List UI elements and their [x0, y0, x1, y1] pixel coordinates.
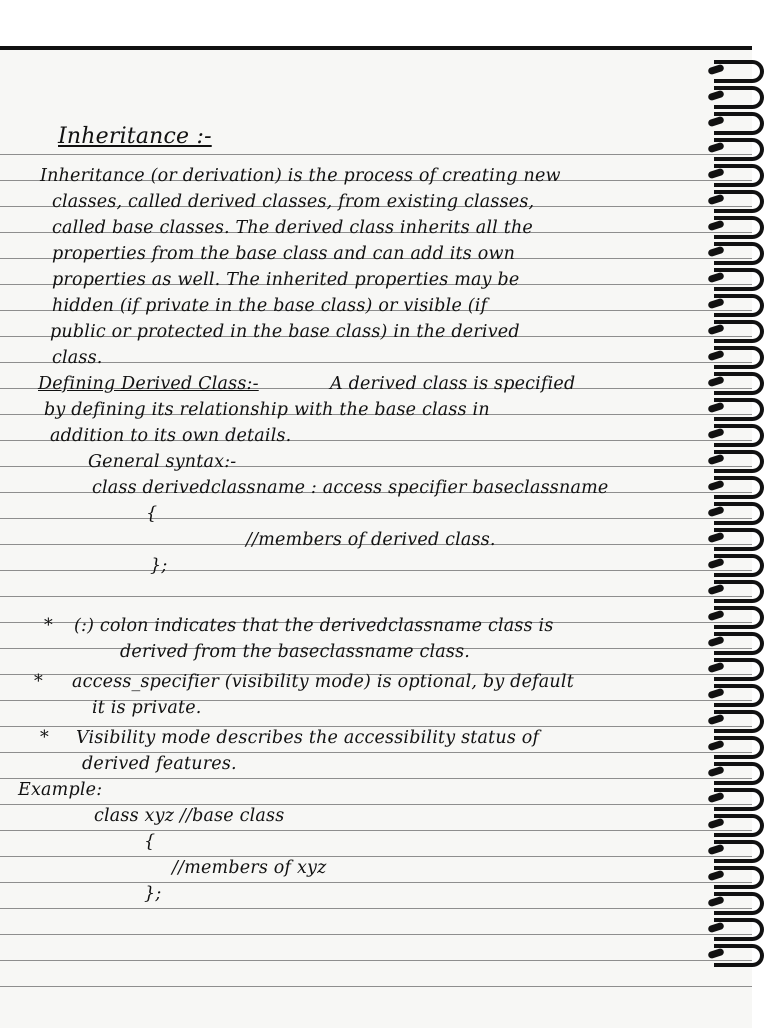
note-line: it is private.: [92, 698, 202, 718]
page-title: Inheritance :-: [58, 124, 212, 149]
defining-line: by defining its relationship with the base class in: [44, 400, 490, 420]
note-line: derived from the baseclassname class.: [120, 642, 471, 662]
example-declaration: class xyz //base class: [94, 806, 285, 826]
paragraph-line: called base classes. The derived class inherits all the: [52, 218, 533, 238]
note-line: access_specifier (visibility mode) is optional, by default: [72, 672, 574, 692]
paragraph-line: Inheritance (or derivation) is the process of creating new: [40, 166, 561, 186]
defining-line: A derived class is specified: [330, 374, 576, 394]
example-members: //members of xyz: [172, 858, 327, 878]
paragraph-line: classes, called derived classes, from existing classes,: [52, 192, 535, 212]
paragraph-line: class.: [52, 348, 103, 368]
example-close-brace: };: [144, 884, 162, 904]
paragraph-line: hidden (if private in the base class) or visible (if: [52, 296, 488, 316]
note-bullet: *: [34, 672, 43, 692]
syntax-heading: General syntax:-: [88, 452, 237, 472]
note-bullet: *: [40, 728, 49, 748]
note-line: (:) colon indicates that the derivedclassname class is: [74, 616, 554, 636]
example-heading: Example:: [18, 780, 103, 800]
example-open-brace: {: [144, 832, 156, 852]
syntax-open-brace: {: [146, 504, 158, 524]
syntax-declaration: class derivedclassname : access specifier baseclassname: [92, 478, 609, 498]
notebook-page: [0, 46, 752, 1028]
defining-line: addition to its own details.: [50, 426, 292, 446]
paragraph-line: properties as well. The inherited properties may be: [52, 270, 520, 290]
syntax-close-brace: };: [150, 556, 168, 576]
note-line: Visibility mode describes the accessibility status of: [76, 728, 540, 748]
paragraph-line: public or protected in the base class) in the derived: [50, 322, 520, 342]
syntax-members: //members of derived class.: [246, 530, 496, 550]
paragraph-line: properties from the base class and can add its own: [52, 244, 516, 264]
spiral-binding: [708, 60, 768, 990]
defining-heading: Defining Derived Class:-: [38, 374, 259, 394]
note-line: derived features.: [82, 754, 237, 774]
note-bullet: *: [44, 616, 53, 636]
